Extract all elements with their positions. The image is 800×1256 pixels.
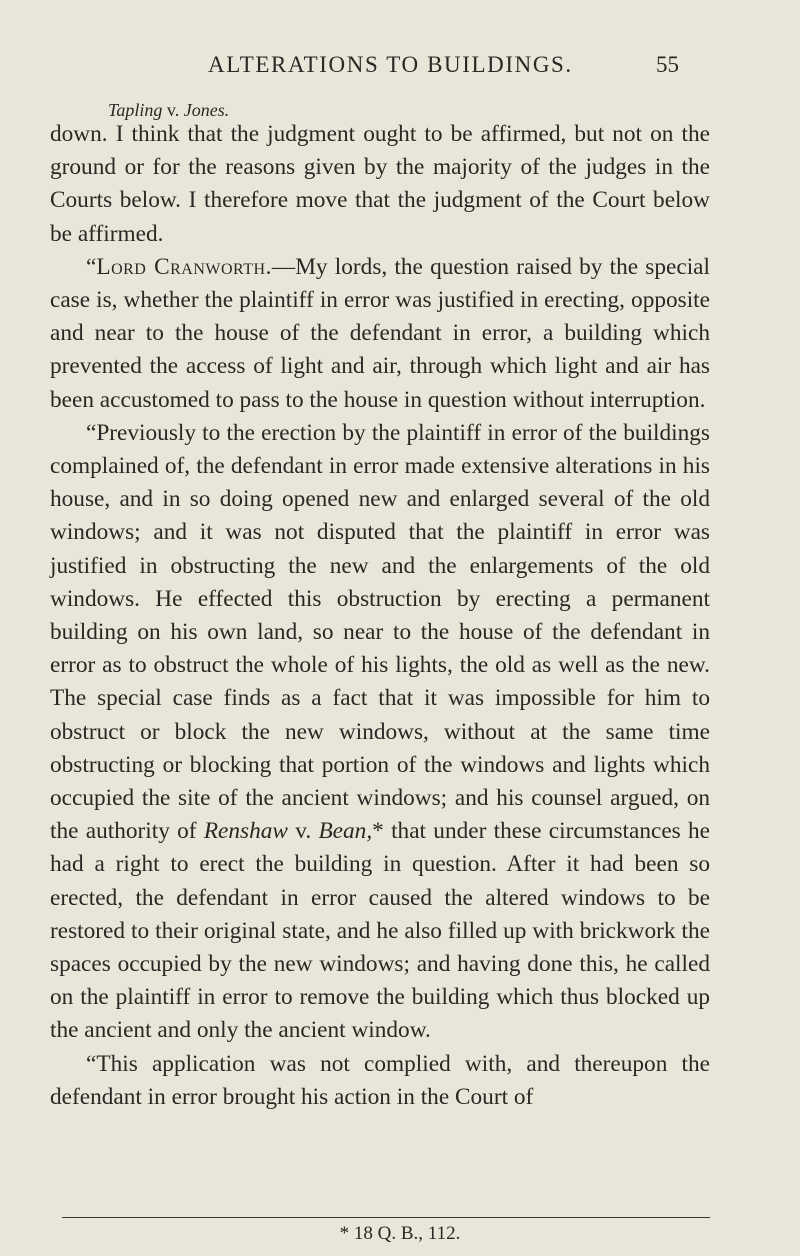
footnote: * 18 Q. B., 112. [339,1223,461,1244]
cited-case-first: Renshaw [203,818,288,845]
cited-case-versus: v. [287,818,319,845]
paragraph-previously-text-a: “Previously to the erection by the plaintiff in error of the buildings complained of, the defendant in error made extensive alterations in his house, and in so doing opened new and enlarged several of the old windows; and it was not disputed that the plaintiff in error was justified in obstructing the new and the enlargements of the old windows. He effected this obstruction by erecting a permanent building on his own land, so near to the house of the defendant in error as to obstruct the whole of his lights, the old as well as the new. The special case finds as a fact that it was impossible for him to obstruct or block the new windows, without at the same time obstructing or blocking that portion of the windows and lights which occupied the site of the ancient windows; and his counsel argued, on the authority of [50,419,710,845]
opening-quote: “ [86,253,97,280]
speaker-name: Lord Cranworth. [96,253,272,280]
body-text [50,118,710,1114]
running-title: ALTERATIONS TO BUILDINGS. [208,52,573,77]
cited-case-second: Bean, [318,818,373,845]
paragraph-cranworth [50,251,710,417]
paragraph-previously [50,417,710,1048]
footnote-rule [62,1217,710,1218]
footnote-marker: * [372,818,384,845]
case-versus: v. [162,100,184,120]
paragraph-previously-text-b: that under these circumstances he had a right to erect the building in question. After it had been so erected, the defendant in error caused the altered windows to be restored to their original state, and he also filled up with brickwork the spaces occupied by the new windows; and having done this, he called on the plaintiff in error to remove the building which thus blocked up the ancient and only the ancient window. [50,818,710,1044]
running-header [0,52,800,82]
page-number: 55 [656,52,679,77]
case-name-first: Tapling [108,100,163,120]
paragraph-cranworth-text: —My lords, the question raised by the special case is, whether the plaintiff in error was justified in erecting, opposite and near to the house of the defendant in error, a building which prevented the access of light and air, through which light and air has been accustomed to pass to the house in question without interruption. [50,253,710,413]
paragraph-continuation: down. I think that the judgment ought to be affirmed, but not on the ground or for the reasons given by the majority of the judges in the Courts below. I therefore move that the judgment of the Court below be affirmed. [50,121,710,247]
paragraph-application: “This application was not complied with, and thereupon the defendant in error brought his action in the Court of [50,1050,710,1110]
case-name-second: Jones. [183,100,230,120]
